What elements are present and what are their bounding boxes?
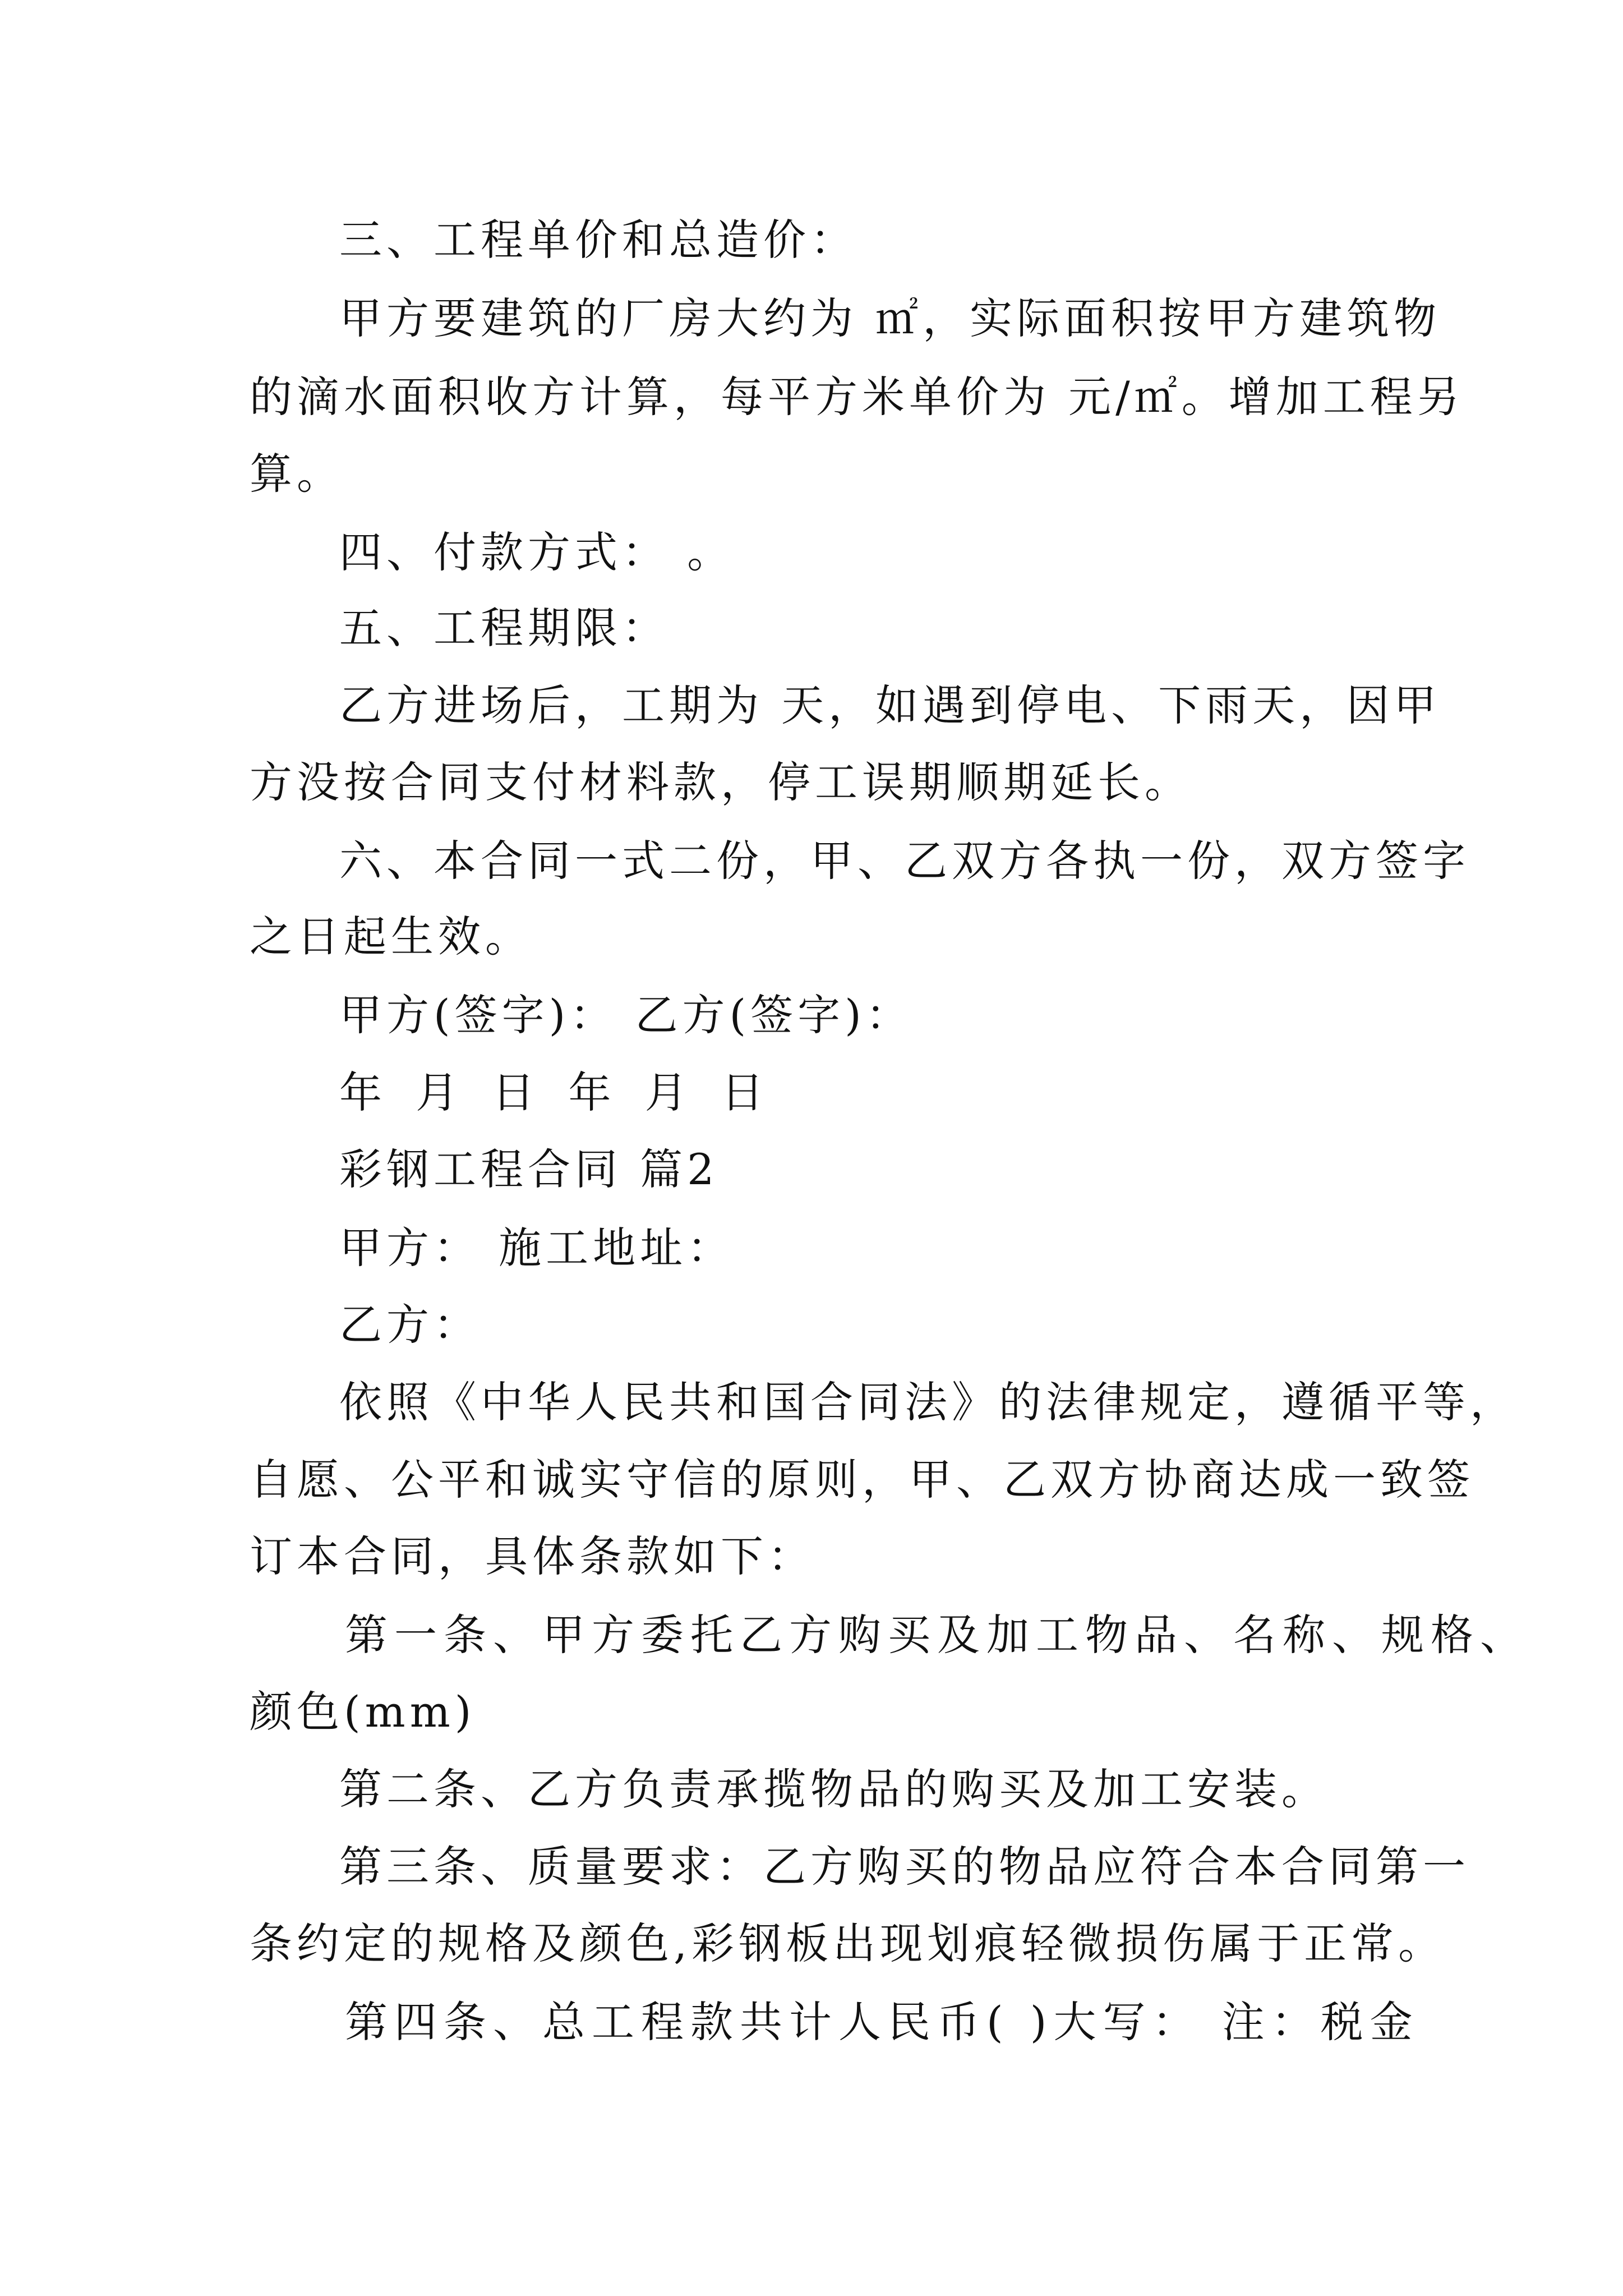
signature-line: 甲方(签字)： 乙方(签字)： xyxy=(339,990,913,1040)
clause-3-heading: 三、工程单价和总造价： xyxy=(339,215,857,265)
paragraph-line: 乙方进场后，工期为 天，如遇到停电、下雨天，因甲 xyxy=(339,680,1441,730)
paragraph-line: 订本合同，具体条款如下： xyxy=(250,1531,815,1581)
article-2: 第二条、乙方负责承揽物品的购买及加工安装。 xyxy=(339,1764,1329,1814)
paragraph-line: 算。 xyxy=(250,449,344,499)
paragraph-line: 自愿、公平和诚实守信的原则，甲、乙双方协商达成一致签 xyxy=(250,1455,1474,1504)
clause-5-heading: 五、工程期限： xyxy=(339,603,669,653)
clause-4-heading: 四、付款方式： 。 xyxy=(339,527,735,577)
party-b-line: 乙方： xyxy=(339,1300,481,1350)
paragraph-line: 依照《中华人民共和国合同法》的法律规定，遵循平等， xyxy=(339,1377,1517,1427)
paragraph-line: 颜色(mm) xyxy=(250,1687,476,1737)
party-a-line: 甲方： 施工地址： xyxy=(339,1223,735,1273)
article-3: 第三条、质量要求：乙方购买的物品应符合本合同第一 xyxy=(339,1842,1470,1892)
section-title: 彩钢工程合同 篇2 xyxy=(339,1144,719,1194)
paragraph-line: 之日起生效。 xyxy=(250,912,532,961)
date-line: 年 月 日 年 月 日 xyxy=(339,1068,774,1117)
article-1: 第一条、甲方委托乙方购买及加工物品、名称、规格、 xyxy=(345,1610,1529,1660)
paragraph-line: 方没按合同支付材料款，停工误期顺期延长。 xyxy=(250,757,1192,807)
paragraph-line: 条约定的规格及颜色,彩钢板出现划痕轻微损伤属于正常。 xyxy=(250,1918,1446,1968)
paragraph-line: 甲方要建筑的厂房大约为 ㎡，实际面积按甲方建筑物 xyxy=(339,293,1441,343)
paragraph-line: 的滴水面积收方计算，每平方米单价为 元/㎡。增加工程另 xyxy=(250,372,1464,422)
article-4: 第四条、总工程款共计人民币( )大写： 注：税金 xyxy=(345,1997,1419,2047)
clause-6-heading: 六、本合同一式二份，甲、乙双方各执一份，双方签字 xyxy=(339,836,1470,886)
